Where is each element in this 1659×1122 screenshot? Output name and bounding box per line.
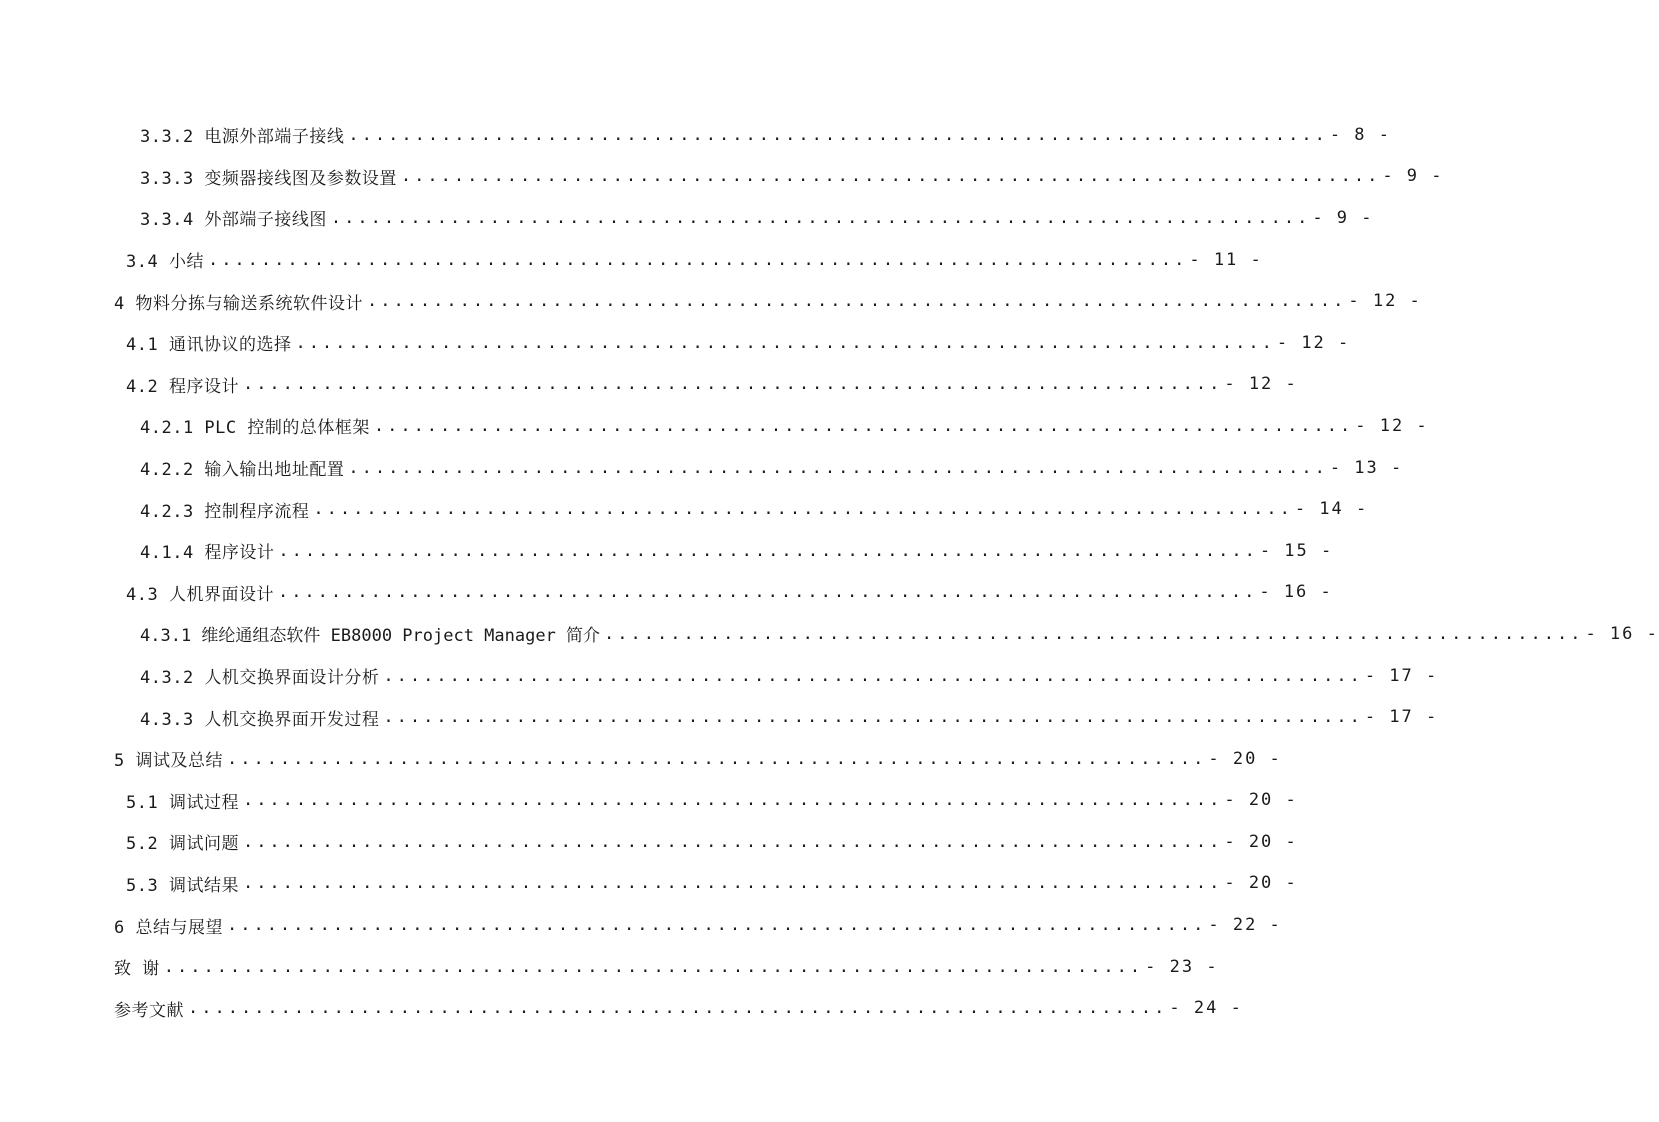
toc-entry-page: - 8 - [1329, 124, 1391, 145]
toc-entry-label: 致 谢 [114, 959, 160, 980]
toc-entry-page: - 17 - [1364, 665, 1439, 686]
toc-entry-page: - 16 - [1259, 582, 1333, 603]
dot-leader: .......................................................................... [295, 332, 1275, 353]
dot-leader: .......................................................................... [207, 249, 1188, 270]
toc-entry-label: 4.1 通讯协议的选择 [126, 335, 292, 356]
dot-leader: .......................................................................... [226, 748, 1207, 769]
toc-entry[interactable] [0, 863, 1298, 905]
dot-leader: .......................................................................... [242, 831, 1223, 852]
toc-entry-label: 5.1 调试过程 [126, 792, 239, 813]
toc-entry[interactable] [0, 405, 1429, 447]
toc-entry-label: 4.2.1 PLC 控制的总体框架 [140, 418, 370, 439]
toc-entry-label: 4.3 人机界面设计 [126, 584, 274, 605]
toc-entry-label: 4.2.3 控制程序流程 [140, 501, 310, 522]
toc-entry[interactable] [0, 655, 1439, 697]
toc-entry-page: - 9 - [1312, 207, 1374, 228]
toc-entry-label: 3.4 小结 [126, 252, 204, 273]
dot-leader: .......................................................................... [242, 873, 1223, 894]
toc-entry-page: - 12 - [1224, 374, 1298, 395]
toc-entry-label: 4.2 程序设计 [126, 376, 239, 397]
toc-entry-page: - 9 - [1382, 166, 1444, 187]
dot-leader: .......................................................................... [400, 166, 1381, 187]
toc-entry-label: 4.3.1 维纶通组态软件 EB8000 Project Manager 简介 [140, 626, 601, 647]
dot-leader: .......................................................................... [313, 499, 1293, 520]
dot-leader: .......................................................................... [373, 415, 1354, 436]
toc-entry[interactable] [0, 530, 1334, 572]
toc-entry-label: 参考文献 [114, 1000, 184, 1021]
dot-leader: .......................................................................... [242, 790, 1223, 811]
dot-leader: .......................................................................... [330, 207, 1311, 228]
toc-entry-label: 4 物料分拣与输送系统软件设计 [114, 293, 363, 314]
toc-entry-page: - 15 - [1259, 540, 1334, 561]
toc-entry-page: - 12 - [1355, 415, 1429, 436]
toc-entry[interactable] [0, 696, 1439, 738]
toc-entry-label: 4.3.2 人机交换界面设计分析 [140, 668, 380, 689]
toc-entry-label: 5.3 调试结果 [126, 875, 239, 896]
dot-leader: .......................................................................... [188, 998, 1168, 1019]
toc-entry[interactable] [0, 738, 1282, 780]
dot-leader: .......................................................................... [366, 291, 1347, 312]
toc-entry-page: - 23 - [1145, 956, 1219, 977]
toc-entry-label: 4.1.4 程序设计 [140, 543, 275, 564]
toc-entry-page: - 14 - [1294, 499, 1369, 520]
toc-entry[interactable] [0, 987, 1243, 1029]
toc-entry[interactable] [0, 572, 1333, 614]
toc-entry[interactable] [0, 322, 1351, 364]
toc-entry[interactable] [0, 780, 1298, 822]
toc-entry-label: 4.2.2 输入输出地址配置 [140, 460, 345, 481]
toc-entry-page: - 20 - [1224, 790, 1298, 811]
toc-entry[interactable] [0, 821, 1298, 863]
toc-entry[interactable] [0, 904, 1282, 946]
dot-leader: .......................................................................... [163, 956, 1144, 977]
toc-entry-page: - 16 - [1585, 623, 1659, 644]
toc-entry-label: 3.3.2 电源外部端子接线 [140, 127, 345, 148]
toc-entry[interactable] [0, 364, 1298, 406]
dot-leader: .......................................................................... [278, 540, 1258, 561]
toc-entry[interactable] [0, 613, 1659, 655]
toc-entry-label: 3.3.3 变频器接线图及参数设置 [140, 168, 397, 189]
toc-entry-page: - 12 - [1348, 291, 1422, 312]
toc-entry-page: - 11 - [1189, 249, 1263, 270]
toc-entry-page: - 24 - [1169, 998, 1243, 1019]
toc-entry-page: - 13 - [1329, 457, 1404, 478]
dot-leader: .......................................................................... [242, 374, 1223, 395]
toc-entry[interactable] [0, 114, 1391, 156]
toc-entry[interactable] [0, 488, 1369, 530]
toc-entry[interactable] [0, 280, 1422, 322]
toc-entry-label: 3.3.4 外部端子接线图 [140, 210, 327, 231]
dot-leader: .......................................................................... [277, 582, 1258, 603]
toc-entry[interactable] [0, 447, 1404, 489]
dot-leader: .......................................................................... [383, 707, 1363, 728]
toc-entry-page: - 20 - [1208, 748, 1282, 769]
toc-entry-label: 6 总结与展望 [114, 917, 223, 938]
toc-entry-label: 5 调试及总结 [114, 751, 223, 772]
dot-leader: .......................................................................... [226, 915, 1207, 936]
dot-leader: .......................................................................... [383, 665, 1363, 686]
toc-entry[interactable] [0, 197, 1374, 239]
toc-entry-page: - 22 - [1208, 915, 1282, 936]
toc-entry-label: 4.3.3 人机交换界面开发过程 [140, 709, 380, 730]
toc-entry-page: - 20 - [1224, 873, 1298, 894]
toc-entry-page: - 20 - [1224, 831, 1298, 852]
table-of-contents [0, 114, 1659, 1029]
toc-entry-page: - 12 - [1276, 332, 1351, 353]
toc-entry[interactable] [0, 946, 1219, 988]
toc-entry-label: 5.2 调试问题 [126, 834, 239, 855]
dot-leader: .......................................................................... [348, 457, 1328, 478]
toc-entry[interactable] [0, 156, 1444, 198]
toc-entry[interactable] [0, 239, 1263, 281]
dot-leader: .......................................................................... [604, 623, 1584, 644]
dot-leader: .......................................................................... [348, 124, 1328, 145]
toc-entry-page: - 17 - [1364, 707, 1439, 728]
